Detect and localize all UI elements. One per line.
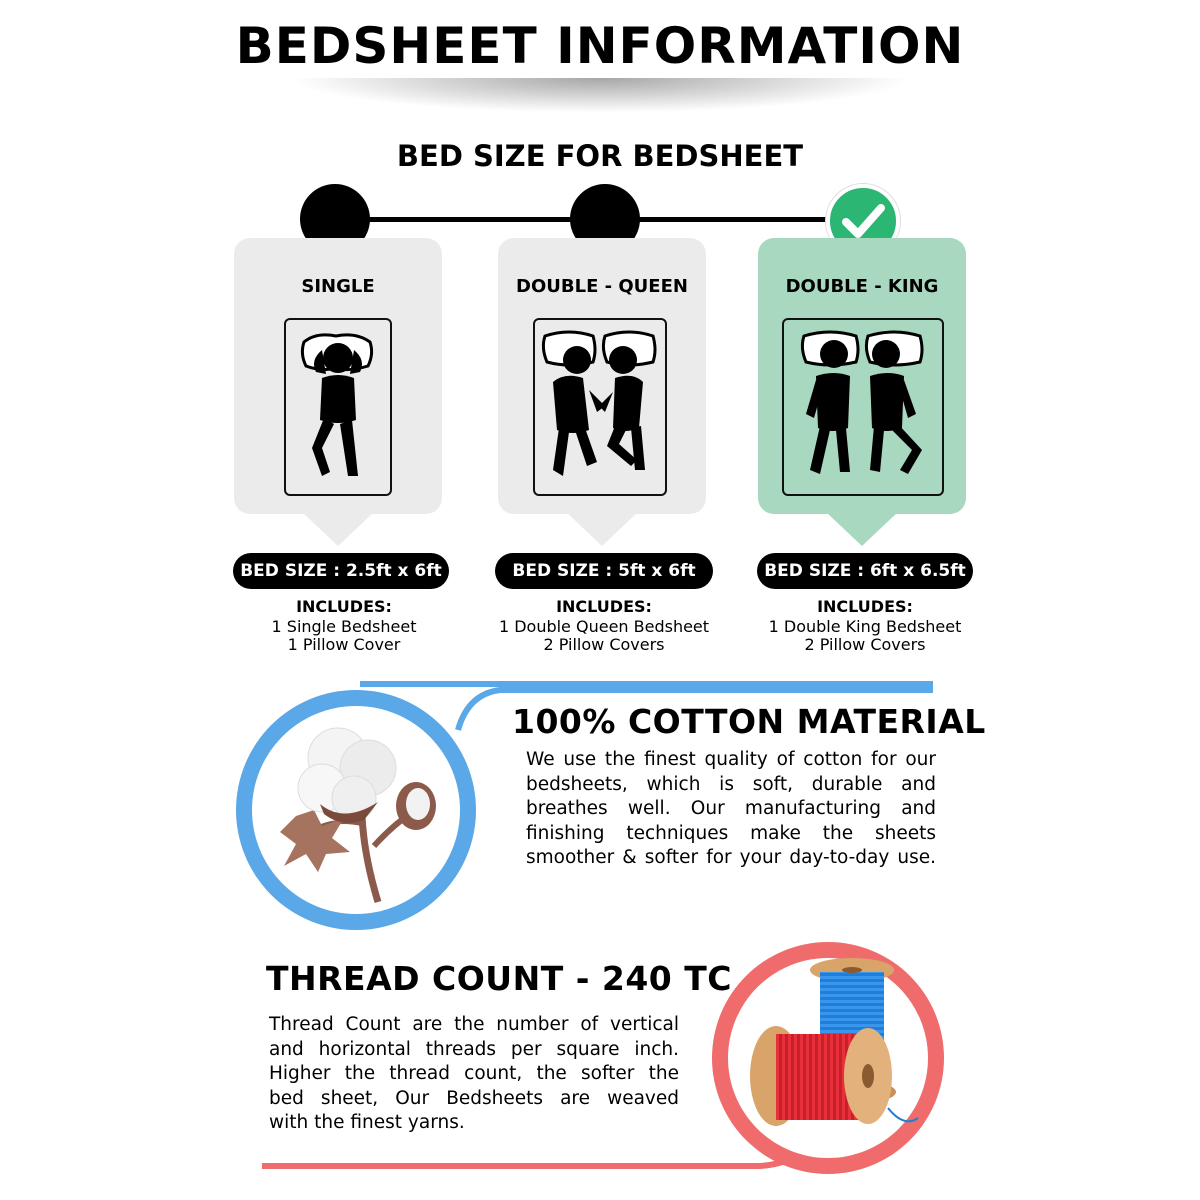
bed-outline xyxy=(284,318,392,496)
thread-spools-icon xyxy=(728,958,928,1158)
includes-single xyxy=(234,598,454,654)
bed-outline xyxy=(782,318,944,496)
card-pointer-single xyxy=(302,512,374,546)
thread-section-frame xyxy=(0,1140,1200,1180)
thread-line: and horizontal threads per square inch. xyxy=(269,1038,679,1060)
includes-item: 1 Double King Bedsheet xyxy=(768,617,962,636)
page-title: BEDSHEET INFORMATION xyxy=(235,17,965,75)
bed-option-double-king[interactable] xyxy=(758,238,966,514)
bed-size-pill-double-queen: BED SIZE : 5ft x 6ft xyxy=(495,553,713,589)
bed-size-pill-single: BED SIZE : 2.5ft x 6ft xyxy=(233,553,449,589)
thread-line: with the finest yarns. xyxy=(269,1112,465,1134)
cotton-ring-inner xyxy=(252,706,460,914)
card-pointer-double-queen xyxy=(566,512,638,546)
cotton-line: bedsheets, which is soft, durable and xyxy=(526,773,936,795)
single-sleeper-icon xyxy=(286,320,390,494)
cotton-line: breathes well. Our manufacturing and xyxy=(526,798,936,820)
includes-heading: INCLUDES: xyxy=(556,597,652,616)
cotton-line: We use the finest quality of cotton for our xyxy=(526,749,936,770)
thread-line: Thread Count are the number of vertical xyxy=(269,1014,679,1035)
couple-sleeper-icon xyxy=(535,320,665,494)
includes-item: 2 Pillow Covers xyxy=(804,635,926,654)
bed-size-section-title: BED SIZE FOR BEDSHEET xyxy=(396,139,804,173)
cotton-line: finishing techniques make the sheets xyxy=(526,822,936,844)
bed-option-single[interactable] xyxy=(234,238,442,514)
cotton-title: 100% COTTON MATERIAL xyxy=(512,702,986,741)
title-shadow xyxy=(190,78,1010,124)
bed-option-label: DOUBLE - KING xyxy=(785,276,939,297)
couple-sleeper-icon xyxy=(784,320,942,494)
cotton-line: smoother & softer for your day-to-day use. xyxy=(526,847,936,869)
includes-item: 1 Pillow Cover xyxy=(287,635,401,654)
bed-outline xyxy=(533,318,667,496)
includes-double-king xyxy=(754,598,976,654)
bed-option-label: SINGLE xyxy=(301,276,375,297)
includes-item: 1 Single Bedsheet xyxy=(271,617,417,636)
thread-description xyxy=(269,1013,679,1136)
bed-size-pill-double-king: BED SIZE : 6ft x 6.5ft xyxy=(757,553,973,589)
includes-heading: INCLUDES: xyxy=(296,597,392,616)
cotton-description xyxy=(526,748,936,871)
thread-ring-inner xyxy=(728,958,928,1158)
thread-title: THREAD COUNT - 240 TC xyxy=(266,959,732,998)
thread-line: bed sheet, Our Bedsheets are weaved xyxy=(269,1087,679,1109)
includes-item: 2 Pillow Covers xyxy=(543,635,665,654)
thread-line: Higher the thread count, the softer the xyxy=(269,1063,679,1085)
bed-option-label: DOUBLE - QUEEN xyxy=(516,276,688,297)
includes-item: 1 Double Queen Bedsheet xyxy=(498,617,710,636)
cotton-plant-icon xyxy=(252,706,460,914)
progress-connector-1 xyxy=(335,217,605,222)
card-pointer-double-king xyxy=(826,512,898,546)
includes-double-queen xyxy=(488,598,720,654)
bed-option-double-queen[interactable] xyxy=(498,238,706,514)
includes-heading: INCLUDES: xyxy=(817,597,913,616)
